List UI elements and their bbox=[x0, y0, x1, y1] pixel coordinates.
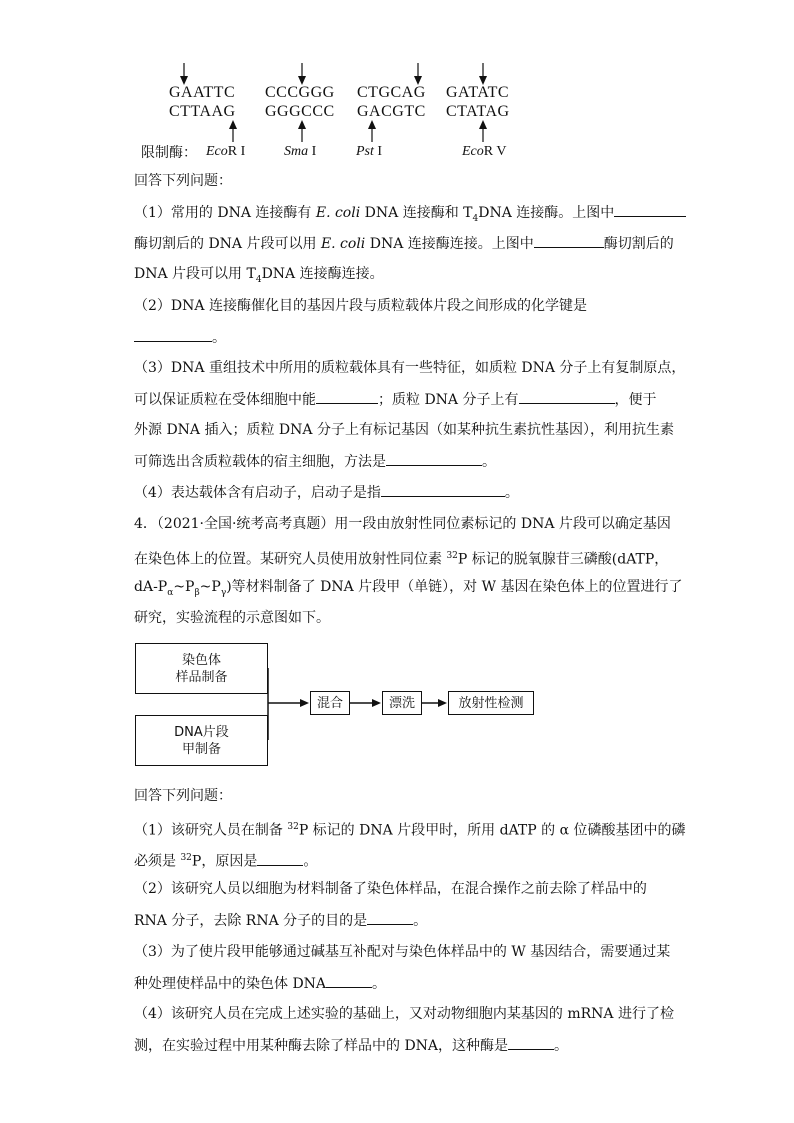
q3-part1-line3: DNA 片段可以用 $T_4DNA$ 连接酶连接。 bbox=[134, 266, 384, 285]
q4-sub1-line1: （1）该研究人员在制备 $^{32}$P 标记的 DNA 片段甲时，所用 dATP 的 α 位磷酸基团中的磷 bbox=[134, 822, 686, 839]
enzyme-label: 限制酶： bbox=[141, 145, 197, 161]
q3-prompt: 回答下列问题： bbox=[134, 173, 232, 189]
q3-part2-line2: 。 bbox=[134, 327, 226, 348]
q4-prompt: 回答下列问题： bbox=[134, 788, 232, 804]
q3-part3-line3: 外源 DNA 插入；质粒 DNA 分子上有标记基因（如某种抗生素抗性基因），利用抗生素 bbox=[134, 422, 674, 438]
q3-part4-line1: （4）表达载体含有启动子，启动子是指 。 bbox=[134, 482, 519, 503]
q3-part3-line1: （3）DNA 重组技术中所用的质粒载体具有一些特征，如质粒 DNA 分子上有复制原点， bbox=[134, 360, 686, 376]
q4-sub3-line2: 种处理使样品中的染色体 DNA 。 bbox=[134, 973, 386, 994]
flow-box-detect: 放射性检测 bbox=[448, 691, 534, 715]
answer-blank-8[interactable] bbox=[257, 851, 303, 866]
q3-part1-line1: （1）常用的 DNA 连接酶有 E. coli DNA 连接酶和 $T_4DNA$ 连接酶。上图中 bbox=[134, 202, 686, 229]
q3-part1-line2: 酶切割后的 DNA 片段可以用 E. coli DNA 连接酶连接。上图中 酶切割后的 bbox=[134, 233, 674, 254]
enzyme-name-ecorv: EcoR V bbox=[462, 144, 507, 159]
flow-box-dna-prep: DNA片段 甲制备 bbox=[135, 715, 268, 766]
seq-ecor1-bottom: CTTAAG bbox=[169, 103, 236, 120]
q4-intro-line2: 在染色体上的位置。某研究人员使用放射性同位素 $^{32}$P 标记的脱氧腺苷三磷酸(dATP， bbox=[134, 551, 669, 568]
flow-box-chromosome-prep: 染色体 样品制备 bbox=[135, 643, 268, 694]
answer-blank-9[interactable] bbox=[367, 910, 413, 925]
flow-box-mix: 混合 bbox=[310, 691, 350, 715]
q3-part3-line2: 可以保证质粒在受体细胞中能 ；质粒 DNA 分子上有 ，便于 bbox=[134, 389, 657, 410]
seq-ecorv-top: GATATC bbox=[446, 84, 510, 101]
q3-part2-line1: （2）DNA 连接酶催化目的基因片段与质粒载体片段之间形成的化学键是 bbox=[134, 298, 587, 314]
seq-ecorv-bottom: CTATAG bbox=[446, 103, 510, 120]
enzyme-name-sma1: Sma I bbox=[284, 144, 317, 159]
q4-sub4-line1: （4）该研究人员在完成上述实验的基础上，又对动物细胞内某基因的 mRNA 进行了检 bbox=[134, 1006, 674, 1022]
q4-sub2-line1: （2）该研究人员以细胞为材料制备了染色体样品，在混合操作之前去除了样品中的 bbox=[134, 881, 647, 897]
seq-sma1-top: CCCGGG bbox=[265, 84, 335, 101]
seq-pst1-top: CTGCAG bbox=[357, 84, 426, 101]
q3-part3-line4: 可筛选出含质粒载体的宿主细胞，方法是 。 bbox=[134, 451, 496, 472]
seq-pst1-bottom: GACGTC bbox=[357, 103, 426, 120]
q4-intro-line3: $dA-P_\alpha\sim P_\beta\sim P_\gamma$)等材料制备了 DNA 片段甲（单链），对 W 基因在染色体上的位置进行了 bbox=[134, 579, 683, 598]
enzyme-name-pst1: Pst I bbox=[356, 144, 383, 159]
answer-blank-10[interactable] bbox=[326, 973, 372, 988]
q4-intro-line4: 研究，实验流程的示意图如下。 bbox=[134, 610, 330, 626]
q4-sub1-line2: 必须是 $^{32}$P，原因是 。 bbox=[134, 848, 317, 872]
enzyme-name-ecor1: EcoR I bbox=[206, 144, 246, 159]
q4-sub4-line2: 测，在实验过程中用某种酶去除了样品中的 DNA，这种酶是 。 bbox=[134, 1035, 568, 1056]
flow-box-wash: 漂洗 bbox=[382, 691, 422, 715]
q4-sub3-line1: （3）为了使片段甲能够通过碱基互补配对与染色体样品中的 W 基因结合，需要通过某 bbox=[134, 944, 671, 960]
q4-intro-line1: 4．（2021·全国·统考高考真题）用一段由放射性同位素标记的 DNA 片段可以确定基因 bbox=[134, 516, 671, 532]
q4-sub2-line2: RNA 分子，去除 RNA 分子的目的是 。 bbox=[134, 910, 427, 931]
answer-blank-11[interactable] bbox=[508, 1035, 554, 1050]
seq-ecor1-top: GAATTC bbox=[169, 84, 236, 101]
seq-sma1-bottom: GGGCCC bbox=[265, 103, 335, 120]
